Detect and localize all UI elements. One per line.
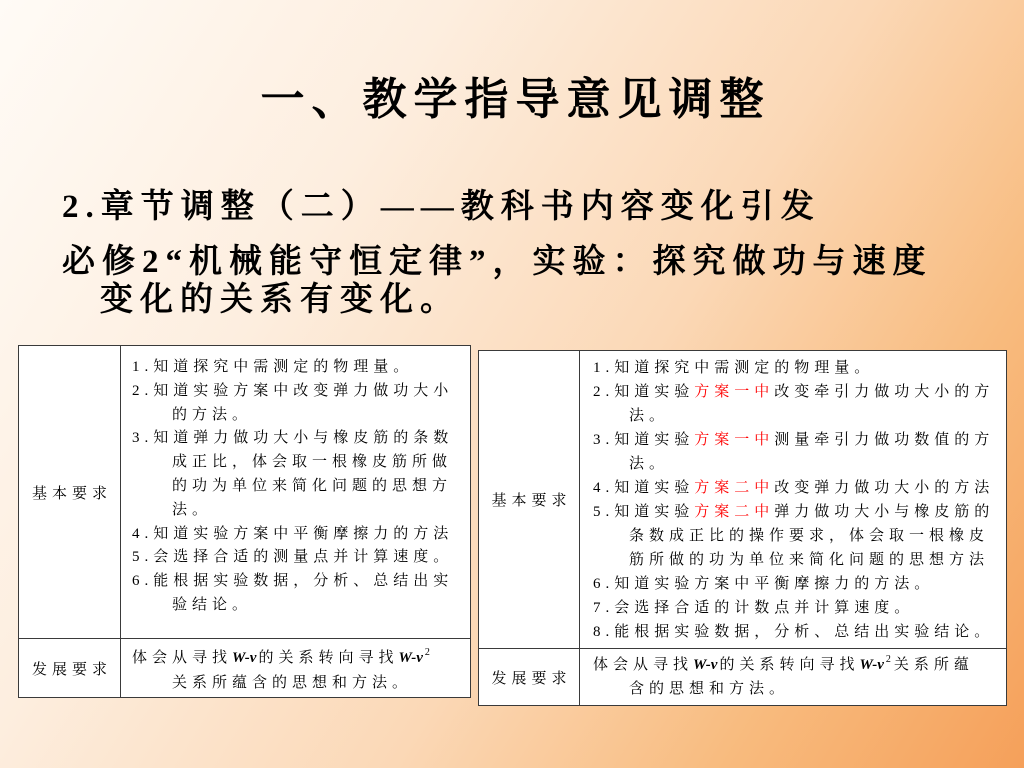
text-segment: 5.知道实验: [593, 504, 695, 520]
text-segment: 体会从寻找: [593, 657, 694, 673]
requirement-item: 4.知道实验方案中平衡摩擦力的方法: [132, 525, 454, 542]
requirement-item: [593, 428, 1006, 476]
adjusted-requirements-table: [478, 350, 1007, 706]
requirement-item: [593, 500, 1006, 572]
text-segment: 改变牵引力做功大小的方 法。: [629, 384, 995, 424]
formula-w-v: W-v: [693, 657, 718, 673]
text-segment: 的关系转向寻找: [258, 650, 399, 666]
original-requirements-table: [18, 345, 471, 698]
requirement-item: [593, 572, 1006, 596]
requirement-item: 2.知道实验方案中改变弹力做功大小 的方法。: [132, 382, 454, 423]
formula-w-v: W-v: [232, 650, 257, 666]
basic-requirements-label: 基本要求: [19, 346, 121, 639]
highlighted-text: 方案一中: [694, 432, 775, 448]
requirement-item: 5.会选择合适的测量点并计算速度。: [132, 549, 454, 566]
text-segment: 7.会选择合适的计数点并计算速度。: [593, 600, 915, 616]
requirement-item: [593, 596, 1006, 620]
text-segment: 1.知道探究中需测定的物理量。: [593, 360, 875, 376]
development-requirements-cell: [580, 649, 1006, 705]
basic-requirements-label: 基本要求: [479, 351, 580, 649]
development-requirements-label: 发展要求: [479, 649, 580, 705]
text-segment: 改变弹力做功大小的方法: [774, 480, 995, 496]
text-segment: 体会从寻找: [132, 650, 233, 666]
text-segment: 2.知道实验: [593, 384, 695, 400]
requirement-item: 1.知道探究中需测定的物理量。: [132, 359, 414, 375]
requirement-item: 3.知道弹力做功大小与橡皮筋的条数 成正比，体会取一根橡皮筋所做 的功为单位来简化问题的思想方 法。: [132, 430, 454, 518]
formula-w-v-squared: W-v: [859, 657, 884, 673]
basic-requirements-list: [121, 346, 470, 639]
text-segment: 关系所蕴含的思想和方法。: [172, 674, 413, 691]
text-segment: 测量牵引力做功数值的方 法。: [629, 432, 995, 472]
highlighted-text: 方案二中: [694, 480, 775, 496]
text-segment: 的关系转向寻找: [719, 657, 860, 673]
section-heading: 2.章节调整（二）——教科书内容变化引发: [62, 189, 821, 225]
requirement-item: [593, 476, 1006, 500]
requirement-item: [593, 620, 1006, 644]
text-segment: 4.知道实验: [593, 480, 695, 496]
section-description: 必修2“机械能守恒定律”，实验：探究做功与速度 变化的关系有变化。: [62, 244, 933, 318]
superscript-exponent: 2: [424, 647, 430, 658]
basic-requirements-list: [580, 351, 1006, 649]
slide-title: 一、教学指导意见调整: [260, 75, 771, 124]
text-segment: 6.知道实验方案中平衡摩擦力的方法。: [593, 576, 935, 592]
development-requirements-label: 发展要求: [19, 639, 121, 697]
development-requirement: [132, 646, 470, 695]
highlighted-text: 方案二中: [694, 504, 775, 520]
formula-w-v-squared: W-v: [398, 650, 423, 666]
text-segment: 关系所蕴 含的思想和方法。: [629, 657, 974, 697]
requirement-item: [593, 356, 1006, 380]
text-segment: 弹力做功大小与橡皮筋的 条数成正比的操作要求，体会取一根橡皮 筋所做的功为单位来简化问题的思想方法: [629, 504, 995, 568]
superscript-exponent: 2: [885, 654, 891, 665]
text-segment: 3.知道实验: [593, 432, 695, 448]
text-segment: 8.能根据实验数据，分析、总结出实验结论。: [593, 624, 995, 640]
development-requirements-cell: [121, 639, 470, 697]
requirement-item: [593, 380, 1006, 428]
highlighted-text: 方案一中: [694, 384, 775, 400]
requirement-item: 6.能根据实验数据，分析、总结出实 验结论。: [132, 573, 454, 613]
development-requirement: [593, 653, 1006, 701]
